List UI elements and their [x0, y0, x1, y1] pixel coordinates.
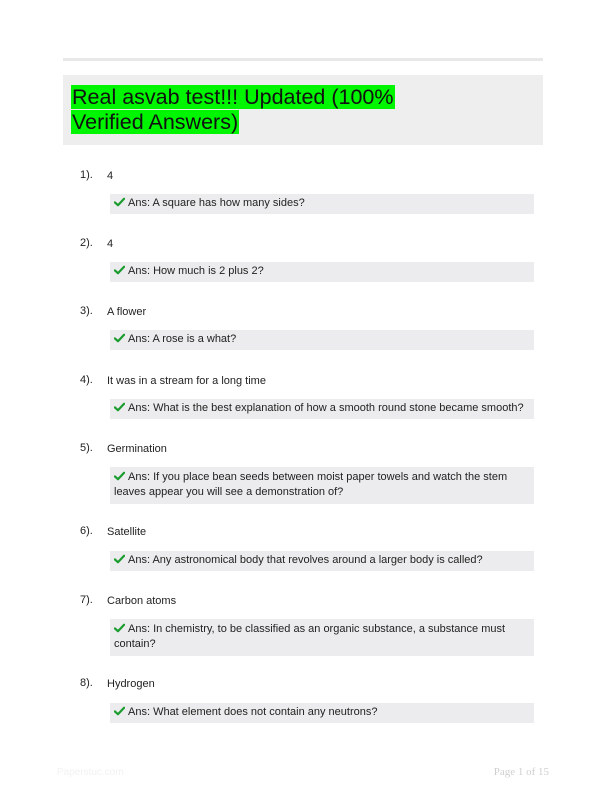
check-icon: [114, 471, 125, 481]
question-answer: 4: [107, 238, 114, 250]
check-icon: [114, 197, 125, 207]
answer-text: Ans: A rose is a what?: [128, 333, 237, 345]
top-divider: [63, 58, 543, 61]
question-answer: Satellite: [107, 526, 147, 538]
question-answer: Germination: [107, 443, 167, 455]
question-answer: Carbon atoms: [107, 595, 177, 607]
answer-box: [110, 703, 534, 723]
answer-text: Ans: Any astronomical body that revolves around a larger body is called?: [128, 554, 483, 566]
page-indicator: Page 1 of 15: [493, 766, 549, 778]
answer-text: Ans: A square has how many sides?: [128, 197, 305, 209]
answer-box: [110, 467, 534, 504]
question-number: 2).: [80, 237, 93, 249]
check-icon: [114, 333, 125, 343]
check-icon: [114, 265, 125, 275]
question-number: 1).: [80, 169, 93, 181]
question-number: 3).: [80, 305, 93, 317]
answer-box: [110, 619, 534, 656]
answer-text: Ans: If you place bean seeds between moist paper towels and watch the stem leaves appear you will see a demonstration of?: [114, 471, 508, 498]
check-icon: [114, 623, 125, 633]
answer-box: [110, 551, 534, 571]
footer-watermark: Paperstuc.com: [57, 767, 124, 778]
answer-box: [110, 330, 534, 350]
question-answer: A flower: [107, 306, 147, 318]
question-answer: It was in a stream for a long time: [107, 375, 266, 387]
question-answer: Hydrogen: [107, 678, 155, 690]
answer-box: [110, 399, 534, 419]
question-number: 7).: [80, 594, 93, 606]
question-number: 4).: [80, 374, 93, 386]
answer-text: Ans: What element does not contain any neutrons?: [128, 706, 378, 718]
question-number: 6).: [80, 525, 93, 537]
document-title: Real asvab test!!! Updated (100% Verified Answers): [72, 85, 394, 134]
title-box: [63, 75, 543, 145]
answer-box: [110, 262, 534, 282]
answer-box: [110, 194, 534, 214]
question-answer: 4: [107, 170, 114, 182]
check-icon: [114, 706, 125, 716]
answer-text: Ans: How much is 2 plus 2?: [128, 265, 264, 277]
check-icon: [114, 554, 125, 564]
question-number: 5).: [80, 442, 93, 454]
answer-text: Ans: What is the best explanation of how a smooth round stone became smooth?: [128, 402, 524, 414]
question-number: 8).: [80, 677, 93, 689]
check-icon: [114, 402, 125, 412]
answer-text: Ans: In chemistry, to be classified as an organic substance, a substance must contain?: [114, 623, 506, 650]
